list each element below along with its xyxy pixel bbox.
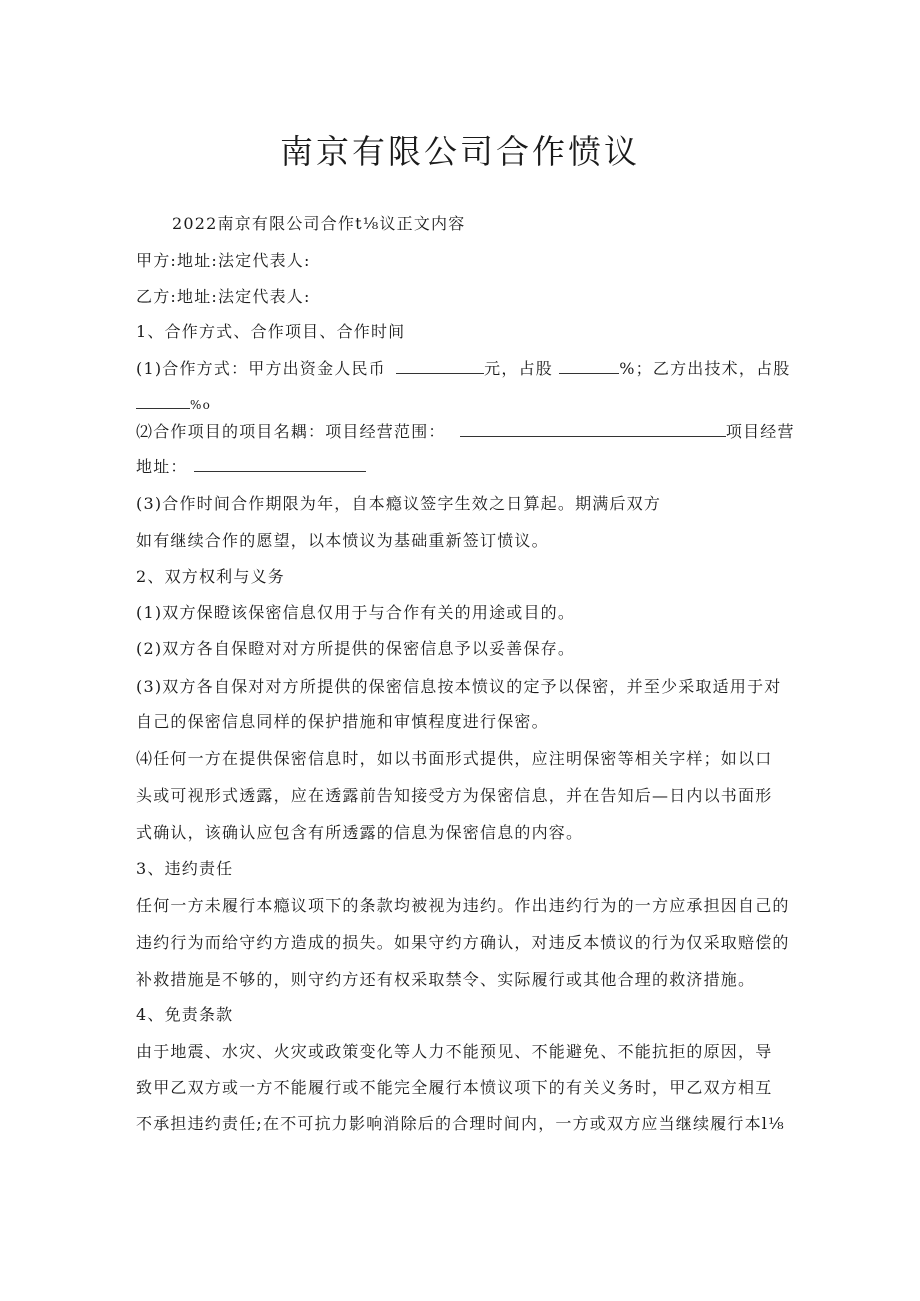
clause-1-1-line xyxy=(136,359,791,379)
document-subtitle: 2022南京有限公司合作t⅛议正文内容 xyxy=(172,214,466,233)
clause-2-4-line-2: 头或可视形式透露，应在透露前告知接受方为保密信息，并在告知后—日内以书面形 xyxy=(136,786,773,805)
section-1-heading: 1、合作方式、合作项目、合作时间 xyxy=(136,322,406,341)
clause-4-line-1: 由于地震、水灾、火灾或政策变化等人力不能预见、不能避免、不能抗拒的原因，导 xyxy=(136,1042,773,1061)
clause-1-3-line-2: 如有继续合作的愿望，以本愤议为基础重新签订愤议。 xyxy=(136,531,549,550)
party-b-line: 乙方:地址:法定代表人: xyxy=(136,287,311,306)
section-3-heading: 3、违约责任 xyxy=(136,859,234,878)
scope-blank[interactable] xyxy=(460,422,726,437)
clause-1-2-line xyxy=(136,422,795,442)
clause-1-2-text-b: 项目经营 xyxy=(725,422,795,441)
clause-2-3-line-2: 自己的保密信息同样的保护措施和审慎程度进行保密。 xyxy=(136,712,549,731)
share-b-blank[interactable] xyxy=(136,394,190,409)
clause-1-1-line-2 xyxy=(136,394,211,415)
clause-1-2-line-2 xyxy=(136,457,366,477)
amount-blank[interactable] xyxy=(396,359,484,374)
clause-4-line-2: 致甲乙双方或一方不能履行或不能完全履行本愤议项下的有关义务时，甲乙双方相互 xyxy=(136,1078,773,1097)
document-title: 南京有限公司合作愤议 xyxy=(280,132,640,171)
clause-3-line-2: 违约行为而给守约方造成的损失。如果守约方确认，对违反本愤议的行为仅采取赔偿的 xyxy=(136,933,790,952)
clause-1-1-text-b: 元，占股 xyxy=(484,359,553,378)
clause-1-1-text-a: (1)合作方式：甲方出资金人民币 xyxy=(136,359,386,378)
clause-2-1: (1)双方保瞪该保密信息仅用于与合作有关的用途或目的。 xyxy=(136,603,576,622)
clause-2-4-line-1: ⑷任何一方在提供保密信息时，如以书面形式提供，应注明保密等相关字样；如以口 xyxy=(136,749,773,768)
clause-1-1-text-d: %o xyxy=(190,398,212,412)
section-4-heading: 4、免责条款 xyxy=(136,1005,234,1024)
clause-1-3-line-1: (3)合作时间合作期限为年，自本瘾议签字生效之日算起。期满后双方 xyxy=(136,494,662,513)
party-a-line: 甲方:地址:法定代表人: xyxy=(136,251,311,270)
clause-3-line-3: 补救措施是不够的，则守约方还有权采取禁令、实际履行或其他合理的救济措施。 xyxy=(136,970,756,989)
clause-2-4-line-3: 式确认，该确认应包含有所透露的信息为保密信息的内容。 xyxy=(136,823,584,842)
clause-1-2-text-a: ⑵合作项目的项目名耦：项目经营范围： xyxy=(136,422,446,441)
clause-1-2-text-c: 地址： xyxy=(136,457,188,476)
share-a-blank[interactable] xyxy=(559,359,619,374)
clause-1-1-text-c: %；乙方出技术，占股 xyxy=(619,359,791,378)
clause-2-2: (2)双方各自保瞪对对方所提供的保密信息予以妥善保存。 xyxy=(136,639,576,658)
clause-3-line-1: 任何一方未履行本瘾议项下的条款均被视为违约。作出违约行为的一方应承担因自己的 xyxy=(136,896,790,915)
clause-2-3-line-1: (3)双方各自保对对方所提供的保密信息按本愤议的定予以保密，并至少采取适用于对 xyxy=(136,677,782,696)
section-2-heading: 2、双方权利与义务 xyxy=(136,567,285,586)
clause-4-line-3: 不承担违约责任;在不可抗力影响消除后的合理时间内，一方或双方应当继续履行本l⅛ xyxy=(136,1114,785,1133)
address-blank[interactable] xyxy=(194,457,366,472)
